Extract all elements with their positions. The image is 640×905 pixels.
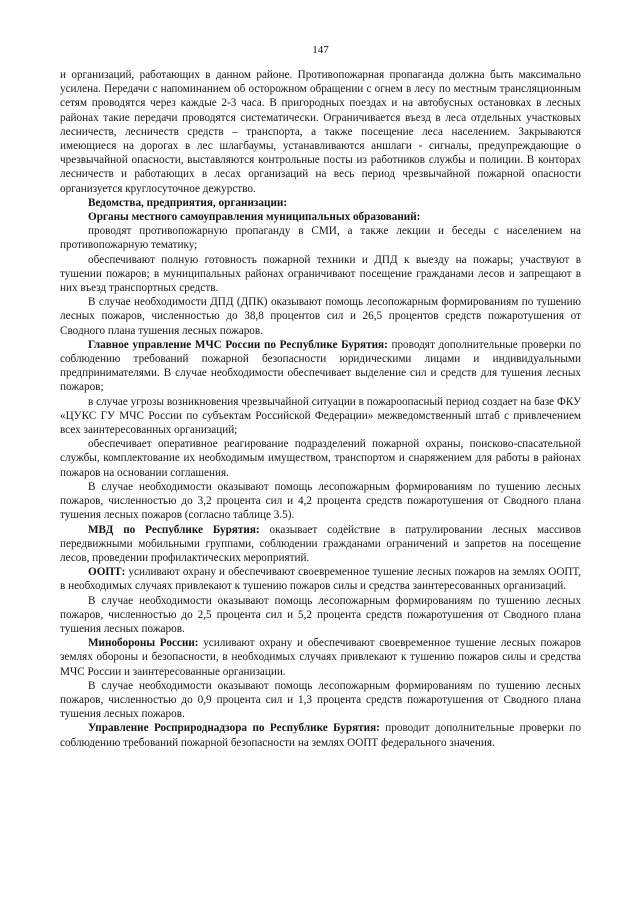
text-rosprirodnadzor: проводит дополнительные проверки по соблюдению требований пожарной безопасности на землях ООПТ федерального значения. bbox=[60, 722, 581, 749]
text-mvd: оказывает содействие в патрулировании лесных массивов передвижными мобильными группами, соблюдении гражданами ограничений и запретов на посещение лесов, проведении профилактических мероприятий. bbox=[60, 523, 581, 564]
lead-rosprirodnadzor: Управление Росприроднадзора по Республике Бурятия: bbox=[88, 722, 380, 735]
paragraph-rosprirodnadzor bbox=[60, 721, 581, 749]
text-defense: усиливают охрану и обеспечивают своевременное тушение лесных пожаров землях обороны и безопасности, в необходимых случаях привлекают к тушению пожаров силы и средства МЧС России и заинтересованные организации. bbox=[60, 637, 582, 678]
lead-defense: Минобороны России: bbox=[88, 637, 199, 650]
paragraph-dpd-assistance: В случае необходимости ДПД (ДПК) оказывают помощь лесопожарным формированиям по тушению лесных пожаров, численностью до 38,8 процентов сил и 26,5 процентов средств пожаротушения от Сводного плана тушения лесных пожаров. bbox=[60, 296, 581, 337]
paragraph-rapid-response: обеспечивает оперативное реагирование подразделений пожарной охраны, поисково-спасательной службы, комплектование их необходимым имуществом, транспортом и снаряжением для работы в районах пожаров на основании соглашения. bbox=[60, 438, 581, 479]
paragraph-intro: и организаций, работающих в данном районе. Противопожарная пропаганда должна быть максимально усилена. Передачи с напоминанием об осторожном обращении с огнем в лесу по местным трансляционным сетям проводятся через каждые 2-3 часа. В пригородных поездах и на автобусных остановках в лесных районах такие передачи проводятся систематически. Ограничивается въезд в леса отдельных участковых лесничеств, лесничеств средств – транспорта, а также посещение леса населением. Закрываются имеющиеся на дорогах в лес шлагбаумы, устанавливаются аншлаги - сигналы, предупреждающие о чрезвычайной опасности, выставляются контрольные посты из работников службы и полиции. В конторах лесничеств и работающих в лесах организаций на весь период чрезвычайной пожарной опасности организуется круглосуточное дежурство. bbox=[60, 69, 581, 195]
paragraph-oopt-assistance: В случае необходимости оказывают помощь лесопожарным формированиям по тушению лесных пожаров, численностью до 2,5 процента сил и 5,2 процента средств пожаротушения от Сводного плана тушения лесных пожаров. bbox=[60, 594, 581, 635]
lead-mvd: МВД по Республике Бурятия: bbox=[88, 523, 260, 536]
lead-oopt: ООПТ: bbox=[88, 566, 126, 579]
document-body bbox=[60, 68, 581, 750]
paragraph-oopt bbox=[60, 565, 581, 593]
text-mchs: проводят дополнительные проверки по соблюдению требований пожарной безопасности юридическими лицами и индивидуальными предпринимателями. В случае необходимости обеспечивает выделение сил и средств для тушения лесных пожаров; bbox=[60, 338, 581, 394]
paragraph-readiness: обеспечивают полную готовность пожарной техники и ДПД к выезду на пожары; участвуют в тушении пожаров; в муниципальных районах ограничивают посещение гражданами лесов и запрещают в них въезд транспортных средств. bbox=[60, 253, 581, 295]
page-number: 147 bbox=[312, 44, 329, 56]
paragraph-defense-assistance: В случае необходимости оказывают помощь лесопожарным формированиям по тушению лесных пожаров, численностью до 0,9 процента сил и 1,3 процента средств пожаротушения от Сводного плана тушения лесных пожаров. bbox=[60, 679, 581, 721]
paragraph-emergency-hq: в случае угрозы возникновения чрезвычайной ситуации в пожароопасный период создает на базе ФКУ «ЦУКС ГУ МЧС России по субъектам Российской Федерации» межведомственный штаб с привлечением всех заинтересованных организаций; bbox=[60, 395, 581, 437]
text-oopt: усиливают охрану и обеспечивают своевременное тушение лесных пожаров на землях ООПТ, в необходимых случаях привлекают к тушению пожаров силы и средства заинтересованных организаций. bbox=[60, 566, 581, 593]
paragraph-propaganda: проводят противопожарную пропаганду в СМИ, а также лекции и беседы с населением на противопожарную тематику; bbox=[60, 225, 581, 252]
lead-mchs: Главное управление МЧС России по Республике Бурятия: bbox=[88, 338, 388, 351]
paragraph-mchs bbox=[60, 338, 581, 395]
paragraph-mvd bbox=[60, 523, 581, 566]
paragraph-mchs-assistance: В случае необходимости оказывают помощь лесопожарным формированиям по тушению лесных пожаров, численностью до 3,2 процента сил и 4,2 процента средств пожаротушения от Сводного плана тушения лесных пожаров (согласно таблице 3.5). bbox=[60, 480, 581, 522]
section-heading-agencies: Ведомства, предприятия, организации: bbox=[88, 196, 288, 209]
document-page bbox=[60, 0, 581, 905]
paragraph-defense bbox=[60, 636, 581, 679]
section-heading-local-government: Органы местного самоуправления муниципальных образований: bbox=[88, 211, 421, 224]
